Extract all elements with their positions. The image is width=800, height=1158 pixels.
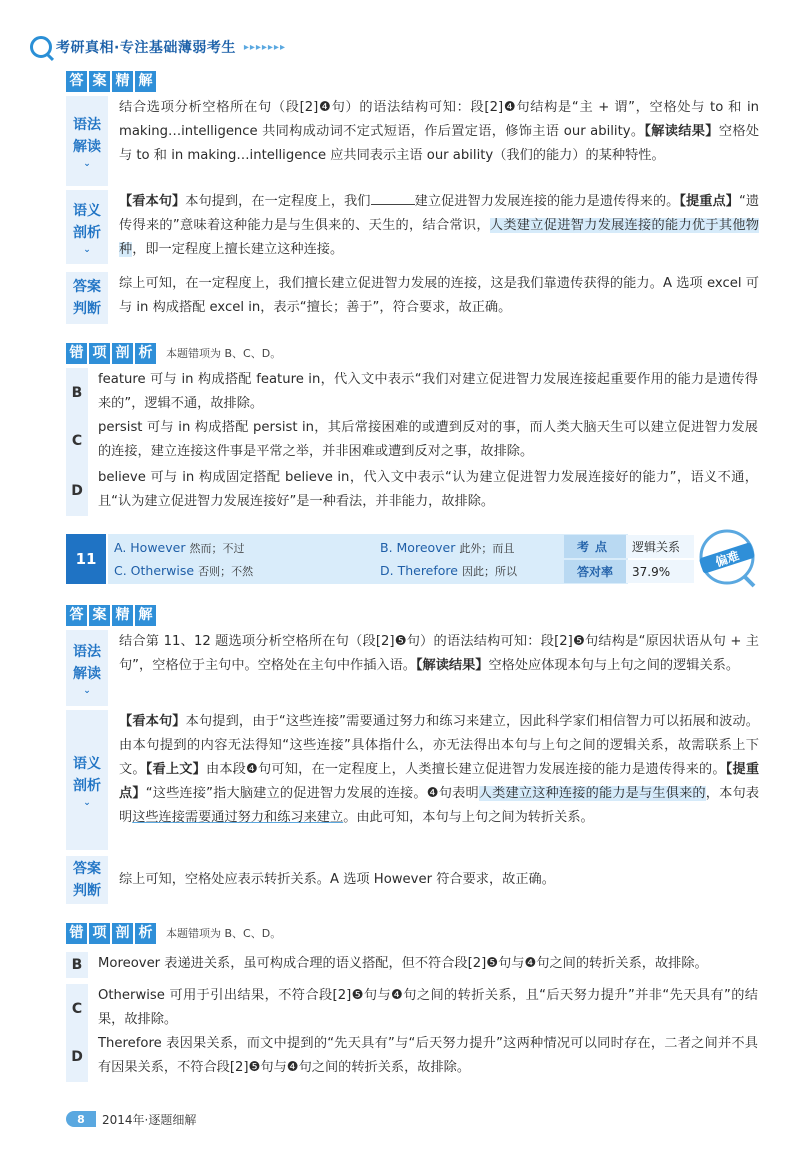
heading-char: 答: [66, 71, 87, 92]
header-title: 考研真相·专注基础薄弱考生: [56, 40, 236, 56]
q11-grammar-block: [66, 630, 766, 706]
heading-char: 析: [135, 343, 156, 364]
heading-char: 析: [135, 923, 156, 944]
error-option-c: [66, 984, 766, 1034]
highlighted-text: 人类建立促进智力发展连接的能力优于其他物种: [119, 218, 759, 257]
heading-char: 解: [135, 71, 156, 92]
heading-char: 精: [112, 605, 133, 626]
meta-row-accuracy: 答对率 37.9%: [564, 560, 694, 583]
question-options: [108, 534, 628, 584]
option-letter: D: [66, 466, 88, 516]
grammar-label: 语法 解读 ⌄: [66, 96, 108, 186]
grammar-text: 结合第 11、12 题选项分析空格所在句（段[2]❺句）的语法结构可知：段[2]❺句结构是“原因状语从句 + 主句”，空格位于主句中。空格处在主句中作插入语。【解读结果】空格处应体现本句与上句之间的逻辑关系。: [119, 634, 759, 673]
option-explanation: Moreover 表递进关系，虽可构成合理的语义搭配，但不符合段[2]❺句与❹句之间的转折关系，故排除。: [98, 956, 708, 971]
semantic-text: 【看本句】本句提到，由于“这些连接”需要通过努力和练习来建立，因此科学家们相信智力可以拓展和波动。由本句提到的内容无法得知“这些连接”具体指什么，亦无法得出本句与上句之间的逻辑关系，故需联系上下文。【看上文】由本段❹句可知，在一定程度上，人类擅长建立促进智力发展连接的能力是遗传得来的。【提重点】“这些连接”指大脑建立的促进智力发展的连接。❹句表明人类建立这种连接的能力是与生俱来的，本句表明这些连接需要通过努力和练习来建立。由此可知，本句与上句之间为转折关系。: [119, 714, 760, 825]
section-heading-answer-2: [66, 604, 158, 626]
heading-char: 剖: [112, 923, 133, 944]
question-11-bar: [66, 534, 766, 584]
option-b: B. Moreover 此外；而且: [380, 540, 515, 555]
page-footer: [66, 1110, 196, 1128]
heading-char: 解: [135, 605, 156, 626]
running-header: [30, 36, 286, 58]
badge-text: 偏难: [713, 548, 741, 570]
option-explanation: believe 可与 in 构成固定搭配 believe in，代入文中表示“认为建立促进智力发展连接好的能力”，语义不通，且“认为建立促进智力发展连接好”是一种看法，并非能力，故排除。: [98, 470, 758, 509]
grammar-text: 结合选项分析空格所在句（段[2]❹句）的语法结构可知：段[2]❹句结构是“主 + 谓”，空格处与 to 和 in making…intelligence 共同构成动词不定式短语，作后置定语，修饰主语 our ability。【解读结果】空格处与 to 和 in making…intelligence 应共同表示主语 our ability（我们的能力）的某种特性。: [119, 100, 760, 163]
answer-text: 综上可知，空格处应表示转折关系。A 选项 However 符合要求，故正确。: [119, 872, 555, 887]
page-number: 8: [66, 1111, 96, 1127]
option-c: C. Otherwise 否则；不然: [114, 563, 254, 578]
question-number: 11: [66, 534, 106, 584]
magnifier-logo-icon: [30, 36, 52, 58]
answer-text: 综上可知，在一定程度上，我们擅长建立促进智力发展的连接，这是我们靠遗传获得的能力。A 选项 excel 可与 in 构成搭配 excel in，表示“擅长；善于”，符合要求，故正确。: [119, 276, 759, 315]
heading-char: 答: [66, 605, 87, 626]
difficulty-badge-icon: [696, 526, 758, 588]
section-heading-errors-2: [66, 922, 281, 944]
underlined-text: 这些连接需要通过努力和练习来建立: [132, 810, 344, 825]
option-explanation: Therefore 表因果关系，而文中提到的“先天具有”与“后天努力提升”这两种情况可以同时存在，二者之间并不具有因果关系，不符合段[2]❺句与❹句之间的转折关系，故排除。: [98, 1036, 758, 1075]
section-heading-answer: [66, 70, 158, 92]
option-a: A. However 然而；不过: [114, 540, 245, 555]
error-note: 本题错项为 B、C、D。: [166, 347, 282, 360]
heading-char: 剖: [112, 343, 133, 364]
option-explanation: persist 可与 in 构成搭配 persist in，其后常接困难的或遭到反对的事，而人类大脑天生可以建立促进智力发展的连接，建立连接这件事是平常之举，并非困难或遭到反对之事，故排除。: [98, 420, 758, 459]
q10-grammar-block: [66, 96, 766, 186]
heading-char: 错: [66, 923, 87, 944]
heading-char: 项: [89, 343, 110, 364]
option-letter: C: [66, 416, 88, 466]
semantic-label: 语义 剖析 ⌄: [66, 710, 108, 850]
chevron-down-icon: ⌄: [83, 244, 91, 255]
error-option-b: [66, 952, 766, 978]
q11-semantic-block: [66, 710, 766, 850]
q11-answer-block: [66, 856, 766, 904]
error-option-b: [66, 368, 766, 418]
chevron-down-icon: ⌄: [83, 158, 91, 169]
heading-char: 案: [89, 605, 110, 626]
heading-char: 项: [89, 923, 110, 944]
error-option-d: [66, 466, 766, 516]
header-arrows: ▸▸▸▸▸▸▸: [243, 41, 286, 53]
option-letter: B: [66, 952, 88, 978]
q10-semantic-block: [66, 190, 766, 264]
error-option-d: [66, 1032, 766, 1082]
heading-char: 精: [112, 71, 133, 92]
answer-label: 答案 判断: [66, 856, 108, 904]
answer-blank: [371, 191, 415, 205]
semantic-text: 【看本句】本句提到，在一定程度上，我们 建立促进智力发展连接的能力是遗传得来的。【提重点】“遗传得来的”意味着这种能力是与生俱来的、天生的，结合常识，人类建立促进智力发展连接的能力优于其他物种，即一定程度上擅长建立这种连接。: [119, 190, 759, 262]
semantic-label: 语义 剖析 ⌄: [66, 190, 108, 264]
option-letter: D: [66, 1032, 88, 1082]
footer-text: 2014年·逐题细解: [102, 1112, 197, 1127]
section-heading-errors: [66, 342, 281, 364]
option-letter: C: [66, 984, 88, 1034]
question-meta: [564, 534, 694, 584]
option-explanation: Otherwise 可用于引出结果，不符合段[2]❺句与❹句之间的转折关系，且“后天努力提升”并非“先天具有”的结果，故排除。: [98, 988, 758, 1027]
option-letter: B: [66, 368, 88, 418]
chevron-down-icon: ⌄: [83, 685, 91, 696]
meta-row-topic: 考点 逻辑关系: [564, 535, 694, 558]
option-d: D. Therefore 因此；所以: [380, 563, 517, 578]
chevron-down-icon: ⌄: [83, 797, 91, 808]
grammar-label: 语法 解读 ⌄: [66, 630, 108, 706]
heading-char: 案: [89, 71, 110, 92]
q10-answer-block: [66, 272, 766, 324]
error-note: 本题错项为 B、C、D。: [166, 927, 282, 940]
option-explanation: feature 可与 in 构成搭配 feature in，代入文中表示“我们对建立促进智力发展连接起重要作用的能力是遗传得来的”，逻辑不通，故排除。: [98, 372, 758, 411]
error-option-c: [66, 416, 766, 466]
highlighted-text: 人类建立这种连接的能力是与生俱来的: [478, 786, 706, 801]
answer-label: 答案 判断: [66, 272, 108, 324]
heading-char: 错: [66, 343, 87, 364]
